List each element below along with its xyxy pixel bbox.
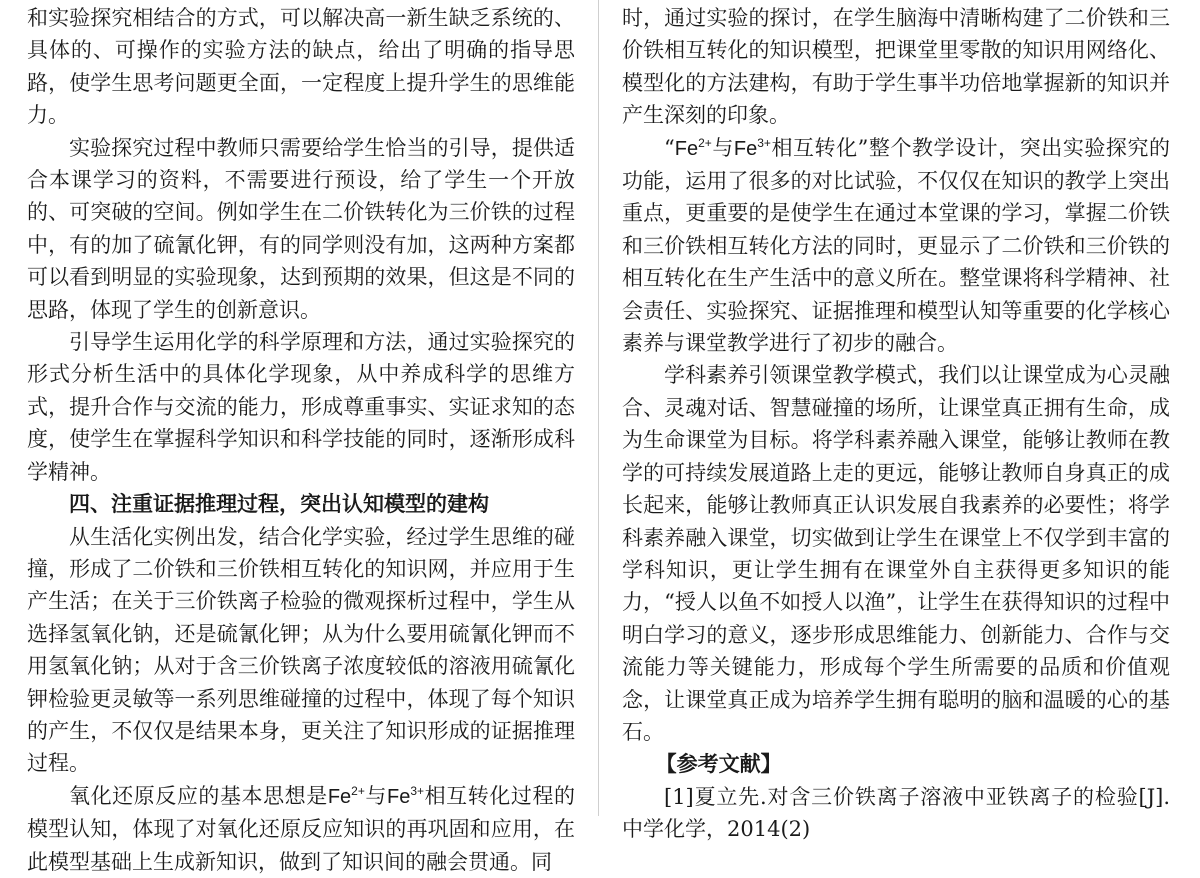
ion-symbol: Fe xyxy=(733,137,758,160)
paragraph-inquiry-guidance: 实验探究过程中教师只需要给学生恰当的引导，提供适合本课学习的资料，不需要进行预设，给了学生一个开放的、可突破的空间。例如学生在二价铁转化为三价铁的过程中，有的加了硫氰化钾，有的同学则没有加，这两种方案都可以看到明显的实验现象，达到预期的效果，但这是不同的思路，体现了学生的创新意识。 xyxy=(27,135,575,322)
ion-charge: 2+ xyxy=(698,135,712,150)
right-column xyxy=(622,2,1170,846)
ion-charge: 3+ xyxy=(410,783,425,798)
text-segment: 与 xyxy=(364,783,387,808)
paragraph-continued-right: 时，通过实验的探讨，在学生脑海中清晰构建了二价铁和三价铁相互转化的知识模型，把课堂里零散的知识用网络化、模型化的方法建构，有助于学生事半功倍地掌握新的知识并产生深刻的印象。 xyxy=(622,6,1170,128)
ion-charge: 3+ xyxy=(757,135,771,150)
ion-symbol: Fe xyxy=(327,785,352,808)
paragraph-redox-model xyxy=(27,780,575,878)
section-heading-four: 四、注重证据推理过程，突出认知模型的建构 xyxy=(69,492,489,517)
open-quote: “ xyxy=(664,135,675,160)
column-divider xyxy=(598,0,599,816)
reference-item: [1]夏立先.对含三价铁离子溶液中亚铁离子的检验[J].中学化学，2014(2) xyxy=(622,784,1170,842)
paragraph-teaching-design xyxy=(622,132,1170,360)
ion-formula xyxy=(387,783,425,808)
paragraph-subject-literacy: 学科素养引领课堂教学模式，我们以让课堂成为心灵融合、灵魂对话、智慧碰撞的场所，让课堂真正拥有生命，成为生命课堂为目标。将学科素养融入课堂，能够让教师在教学的可持续发展道路上走的更远，能够让教师自身真正的成长起来，能够让教师真正认识发展自我素养的必要性；将学科素养融入课堂，切实做到让学生在课堂上不仅学到丰富的学科知识，更让学生拥有在课堂外自主获得更多知识的能力，“授人以鱼不如授人以渔”，让学生在获得知识的过程中明白学习的意义，逐步形成思维能力、创新能力、合作与交流能力等关键能力，形成每个学生所需要的品质和价值观念，让课堂真正成为培养学生拥有聪明的脑和温暖的心的基石。 xyxy=(622,363,1170,744)
ion-symbol: Fe xyxy=(387,785,411,808)
text-segment: 与 xyxy=(711,135,734,160)
ion-symbol: Fe xyxy=(674,137,699,160)
ion-formula xyxy=(327,783,365,808)
references-heading: 【参考文献】 xyxy=(655,752,782,777)
ion-charge: 2+ xyxy=(351,783,365,798)
paragraph-evidence-reasoning: 从生活化实例出发，结合化学实验，经过学生思维的碰撞，形成了二价铁和三价铁相互转化的知识网，并应用于生产生活；在关于三价铁离子检验的微观探析过程中，学生从选择氢氧化钠，还是硫氰化钾；从为什么要用硫氰化钾而不用氢氧化钠；从对于含三价铁离子浓度较低的溶液用硫氰化钾检验更灵敏等一系列思维碰撞的过程中，体现了每个知识的产生，不仅仅是结果本身，更关注了知识形成的证据推理过程。 xyxy=(27,524,575,776)
paragraph-continued: 和实验探究相结合的方式，可以解决高一新生缺乏系统的、具体的、可操作的实验方法的缺点，给出了明确的指导思路，使学生思考问题更全面，一定程度上提升学生的思维能力。 xyxy=(27,6,575,128)
ion-formula xyxy=(733,135,771,160)
text-segment: 相互转化”整个教学设计，突出实验探究的功能，运用了很多的对比试验，不仅仅在知识的教学上突出重点，更重要的是使学生在通过本堂课的学习，掌握二价铁和三价铁相互转化方法的同时，更显示了二价铁和三价铁的相互转化在生产生活中的意义所在。整堂课将科学精神、社会责任、实验探究、证据推理和模型认知等重要的化学核心素养与课堂教学进行了初步的融合。 xyxy=(622,135,1171,356)
left-column xyxy=(27,2,575,878)
paragraph-scientific-method: 引导学生运用化学的科学原理和方法，通过实验探究的形式分析生活中的具体化学现象，从中养成科学的思维方式，提升合作与交流的能力，形成尊重事实、实证求知的态度，使学生在掌握科学知识和科学技能的同时，逐渐形成科学精神。 xyxy=(27,330,575,484)
ion-formula xyxy=(674,135,712,160)
text-segment: 氧化还原反应的基本思想是 xyxy=(69,783,328,808)
text-segment: 相互转化过程的模型认知，体现了对氧化还原反应知识的再巩固和应用，在此模型基础上生成新知识，做到了知识间的融会贯通。同 xyxy=(27,783,576,874)
